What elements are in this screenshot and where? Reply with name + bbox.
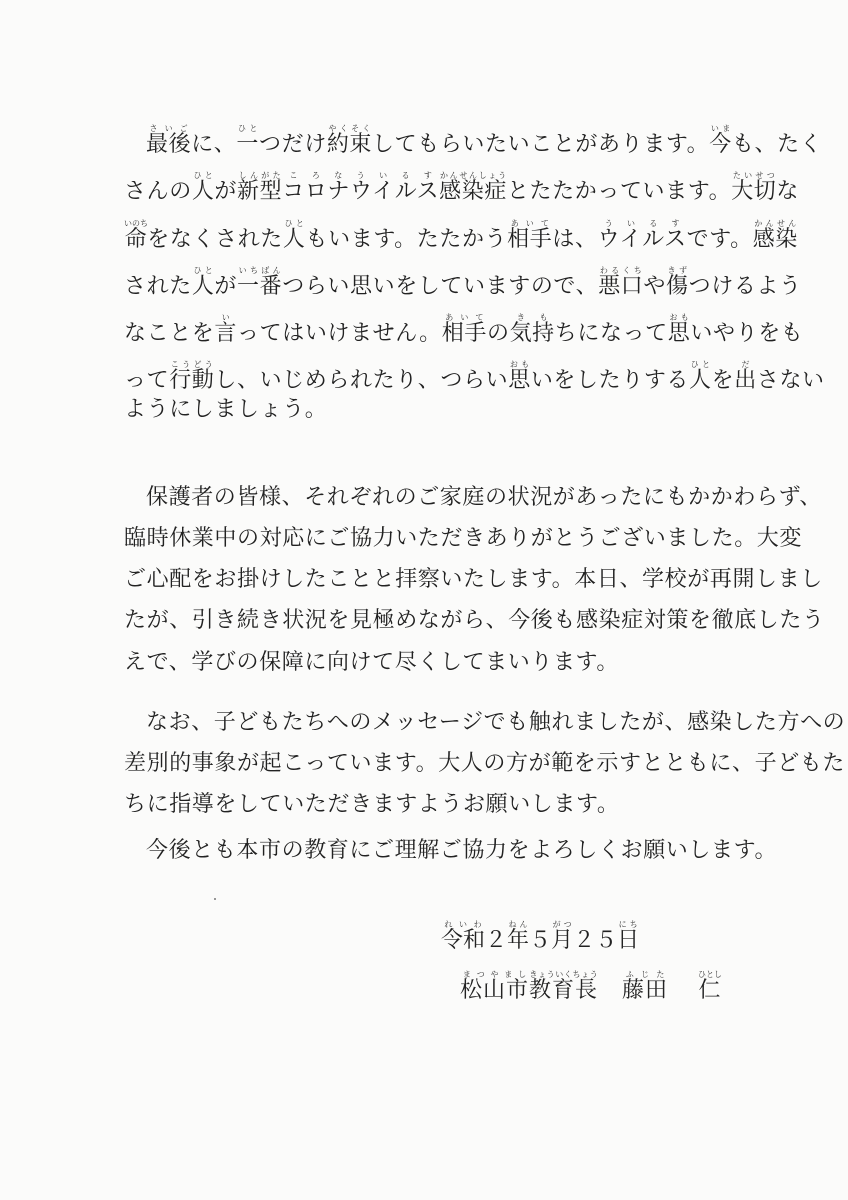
issue-date: 令和れいわ２年ねん５月がつ２５日にち [441, 920, 640, 953]
message-line-7: ようにしましょう。 [124, 397, 328, 422]
message-line-1: 最後さいごに、一ひとつだけ約束やくそくしてもらいたいことがあります。今いまも、たく [146, 124, 823, 157]
parents-line-4: たが、引き続き状況を見極めながら、今後も感染症対策を徹底したう [124, 608, 825, 633]
signature-line: 松山市まつやまし教育長きょういくちょう藤田ふじた仁ひとし [460, 970, 723, 1003]
parents-line-6: なお、子どもたちへのメッセージでも触れましたが、感染した方への [146, 710, 846, 735]
message-line-3: 命いのちをなくされた人ひともいます。たたかう相手あいては、ウイルスういるすです。感染かんせん [124, 219, 798, 252]
parents-line-8: ちに指導をしていただきますようお願いします。 [124, 792, 620, 817]
parents-line-9: 今後とも本市の教育にご理解ご協力をよろしくお願いします。 [146, 838, 778, 863]
message-line-5: なことを言いってはいけません。相手あいての気持きもちになって思おもいやりをも [124, 313, 804, 346]
parents-line-1: 保護者の皆様、それぞれのご家庭の状況があったにもかかわらず、 [146, 485, 823, 510]
parents-line-5: えで、学びの保障に向けて尽くしてまいります。 [124, 650, 620, 675]
message-line-2: さんの人ひとが新型しんがたコロナウイルスころなういるす感染症かんせんしょうとたたかっています。大切たいせつな [124, 171, 799, 204]
parents-line-3: ご心配をお掛けしたことと拝察いたします。本日、学校が再開しまし [124, 567, 823, 592]
parents-line-2: 臨時休業中の対応にご協力いただきありがとうございました。大変 [124, 526, 803, 551]
message-line-4: された人ひとが一番いちばんつらい思いをしていますので、悪口わるくちや傷きずつけるよう [124, 266, 802, 299]
parents-line-7: 差別的事象が起こっています。大人の方が範を示すとともに、子どもた [124, 751, 846, 776]
message-line-6: って行動こうどうし、いじめられたり、つらい思おもいをしたりする人ひとを出ださない [124, 360, 825, 393]
scan-speck [214, 898, 216, 900]
